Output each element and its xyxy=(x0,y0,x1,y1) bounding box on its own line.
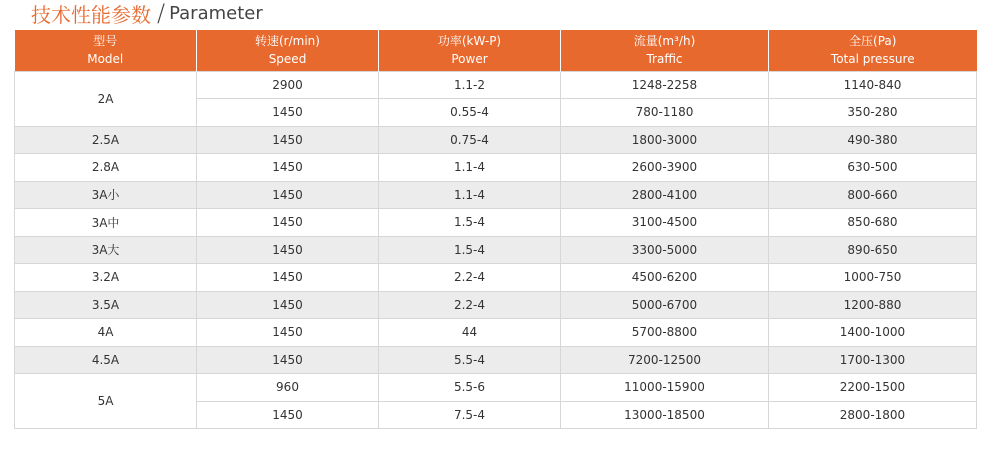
cell-traffic: 7200-12500 xyxy=(561,346,769,374)
cell-speed: 1450 xyxy=(197,154,379,182)
cell-power: 1.5-4 xyxy=(379,236,561,264)
cell-model: 4.5A xyxy=(15,346,197,374)
cell-model: 2.5A xyxy=(15,126,197,154)
table-row xyxy=(15,209,977,237)
table-row xyxy=(15,374,977,402)
cell-model: 3.5A xyxy=(15,291,197,319)
cell-traffic: 2600-3900 xyxy=(561,154,769,182)
cell-pressure: 1000-750 xyxy=(769,264,977,292)
cell-traffic: 1248-2258 xyxy=(561,71,769,99)
cell-speed: 2900 xyxy=(197,71,379,99)
cell-model: 3A大 xyxy=(15,236,197,264)
cell-traffic: 3300-5000 xyxy=(561,236,769,264)
cell-traffic: 4500-6200 xyxy=(561,264,769,292)
header-row xyxy=(15,30,977,71)
cell-model: 4A xyxy=(15,319,197,347)
table-row xyxy=(15,346,977,374)
header-pressure-cn: 全压(Pa) xyxy=(849,34,897,49)
cell-pressure: 890-650 xyxy=(769,236,977,264)
header-pressure-en: Total pressure xyxy=(830,52,915,67)
cell-traffic: 2800-4100 xyxy=(561,181,769,209)
cell-traffic: 3100-4500 xyxy=(561,209,769,237)
header-speed-cn: 转速(r/min) xyxy=(255,34,320,49)
cell-speed: 1450 xyxy=(197,236,379,264)
cell-pressure: 490-380 xyxy=(769,126,977,154)
table-row xyxy=(15,291,977,319)
title-english: Parameter xyxy=(169,2,263,24)
cell-speed: 1450 xyxy=(197,209,379,237)
cell-power: 1.1-4 xyxy=(379,181,561,209)
header-power-cn: 功率(kW-P) xyxy=(437,34,502,49)
table-row xyxy=(15,236,977,264)
title-chinese: 技术性能参数 xyxy=(31,2,151,27)
cell-speed: 1450 xyxy=(197,319,379,347)
cell-speed: 1450 xyxy=(197,126,379,154)
title-separator: / xyxy=(157,0,166,27)
cell-traffic: 780-1180 xyxy=(561,99,769,127)
cell-power: 0.75-4 xyxy=(379,126,561,154)
header-speed xyxy=(197,30,379,71)
cell-model: 3A中 xyxy=(15,209,197,237)
cell-power: 1.5-4 xyxy=(379,209,561,237)
header-traffic xyxy=(561,30,769,71)
cell-power: 44 xyxy=(379,319,561,347)
cell-model: 2.8A xyxy=(15,154,197,182)
table-row xyxy=(15,154,977,182)
cell-model: 5A xyxy=(15,374,197,429)
cell-model: 3A小 xyxy=(15,181,197,209)
parameter-table xyxy=(14,30,977,429)
cell-speed: 1450 xyxy=(197,99,379,127)
cell-traffic: 13000-18500 xyxy=(561,401,769,429)
cell-power: 5.5-6 xyxy=(379,374,561,402)
cell-power: 2.2-4 xyxy=(379,264,561,292)
table-header xyxy=(15,30,977,71)
cell-power: 7.5-4 xyxy=(379,401,561,429)
cell-pressure: 1140-840 xyxy=(769,71,977,99)
cell-speed: 1450 xyxy=(197,181,379,209)
cell-speed: 1450 xyxy=(197,346,379,374)
cell-power: 2.2-4 xyxy=(379,291,561,319)
header-power-en: Power xyxy=(451,52,488,67)
cell-pressure: 1400-1000 xyxy=(769,319,977,347)
cell-power: 1.1-4 xyxy=(379,154,561,182)
cell-pressure: 630-500 xyxy=(769,154,977,182)
header-model xyxy=(15,30,197,71)
header-pressure xyxy=(769,30,977,71)
header-model-en: Model xyxy=(87,52,124,67)
cell-pressure: 350-280 xyxy=(769,99,977,127)
table-row xyxy=(15,264,977,292)
header-traffic-en: Traffic xyxy=(646,52,683,67)
cell-traffic: 11000-15900 xyxy=(561,374,769,402)
cell-speed: 1450 xyxy=(197,264,379,292)
page-title xyxy=(31,0,263,26)
cell-speed: 1450 xyxy=(197,401,379,429)
cell-model: 2A xyxy=(15,71,197,126)
header-traffic-cn: 流量(m³/h) xyxy=(633,34,696,49)
cell-power: 0.55-4 xyxy=(379,99,561,127)
cell-pressure: 2200-1500 xyxy=(769,374,977,402)
cell-model: 3.2A xyxy=(15,264,197,292)
cell-pressure: 2800-1800 xyxy=(769,401,977,429)
cell-traffic: 5000-6700 xyxy=(561,291,769,319)
cell-power: 5.5-4 xyxy=(379,346,561,374)
table-body xyxy=(15,71,977,429)
cell-traffic: 5700-8800 xyxy=(561,319,769,347)
cell-traffic: 1800-3000 xyxy=(561,126,769,154)
header-power xyxy=(379,30,561,71)
parameter-table-container xyxy=(14,30,976,429)
cell-power: 1.1-2 xyxy=(379,71,561,99)
table-row xyxy=(15,71,977,99)
cell-pressure: 1200-880 xyxy=(769,291,977,319)
table-row xyxy=(15,126,977,154)
header-speed-en: Speed xyxy=(268,52,307,67)
cell-speed: 1450 xyxy=(197,291,379,319)
cell-speed: 960 xyxy=(197,374,379,402)
cell-pressure: 850-680 xyxy=(769,209,977,237)
header-model-cn: 型号 xyxy=(93,34,118,49)
cell-pressure: 1700-1300 xyxy=(769,346,977,374)
table-row xyxy=(15,319,977,347)
cell-pressure: 800-660 xyxy=(769,181,977,209)
table-row xyxy=(15,181,977,209)
